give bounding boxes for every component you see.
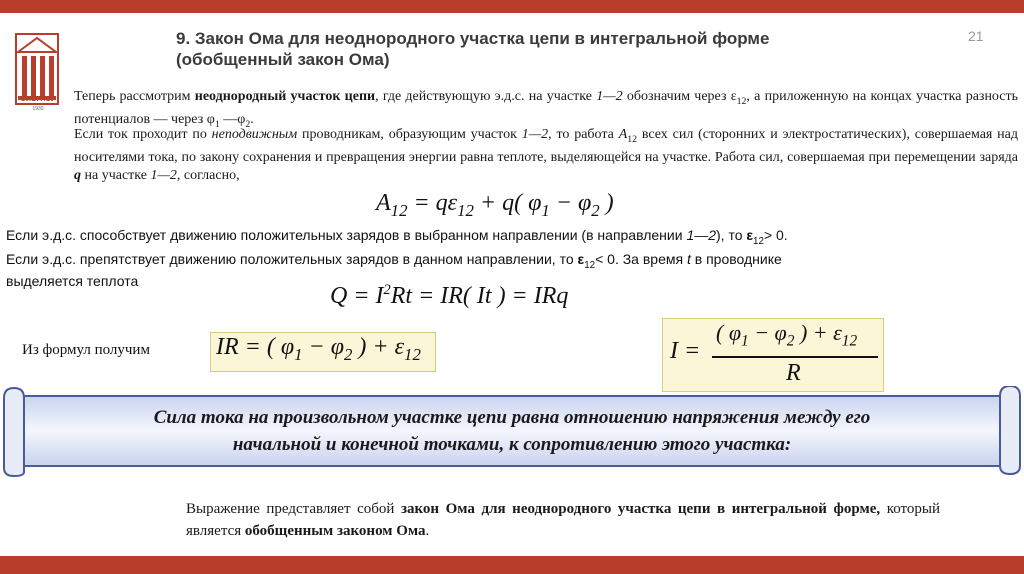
emf-positive-line: Если э.д.с. способствует движению положительных зарядов в выбранном направлении (в направлении 1—2), то $\varepsilon_{12}> 0$.: [6, 227, 788, 247]
current-formula-numerator: ( $\varphi_1 - \varphi_2$ ) + $\varepsilon_{12}$: [716, 320, 858, 350]
current-formula-lhs: I =: [670, 338, 701, 364]
conclusion-paragraph: Выражение представляет собой закон Ома для неоднородного участка цепи в интегральной форме, который является обобщенным законом Ома.: [186, 501, 940, 539]
fraction-bar: [712, 356, 878, 358]
emf-negative-line: Если э.д.с. препятствует движению положительных зарядов в данном направлении, то $\varepsilon_{12}< 0$. За время t в проводнике: [6, 251, 782, 271]
bottom-accent-bar: [0, 556, 1024, 574]
logo-year: 1930: [32, 106, 44, 112]
intro-paragraph-1: Теперь рассмотрим неоднородный участок цепи, где действующую э.д.с. на участке 1—2 обозначим через $\varepsilon_{12}$, а приложенную на концах участка разность потенциалов — через $\varphi_1$ $—\varphi_2$.: [74, 89, 1019, 130]
slide-title: 9. Закон Ома для неоднородного участка цепи в интегральной форме (обобщенный закон Ома): [176, 29, 770, 69]
work-formula: $A_{12} = q\varepsilon_{12} + q$( $\varphi_1 - \varphi_2$ ): [376, 190, 614, 220]
current-formula-denominator: R: [786, 360, 801, 386]
top-accent-bar: [0, 0, 1024, 13]
scroll-statement: Сила тока на произвольном участке цепи равна отношению напряжения между его начальной и конечной точками, к сопротивлению этого участка:: [153, 407, 871, 455]
heat-formula: $Q = I^2Rt = IR$( It ) = IRq: [330, 282, 569, 309]
page-number: 21: [968, 28, 984, 44]
intro-paragraph-2: Если ток проходит по неподвижным проводникам, образующим участок 1—2, то работа $А_{12}$ всех сил (сторонних и электростатических), совершаемая над носителями тока, по закону сохранения и превращения энергии равна теплоте, выделяющейся на участке. Работа сил, совершаемая при перемещении заряда q на участке 1—2, согласно,: [74, 127, 1019, 183]
ir-formula: IR = ( $\varphi_1 - \varphi_2$ ) + $\varepsilon_{12}$: [216, 334, 421, 364]
from-formulas-label: Из формул получим: [22, 342, 150, 358]
heat-released-line: выделяется теплота: [6, 273, 139, 289]
logo-caption: СИБГАСУ: [20, 96, 56, 103]
